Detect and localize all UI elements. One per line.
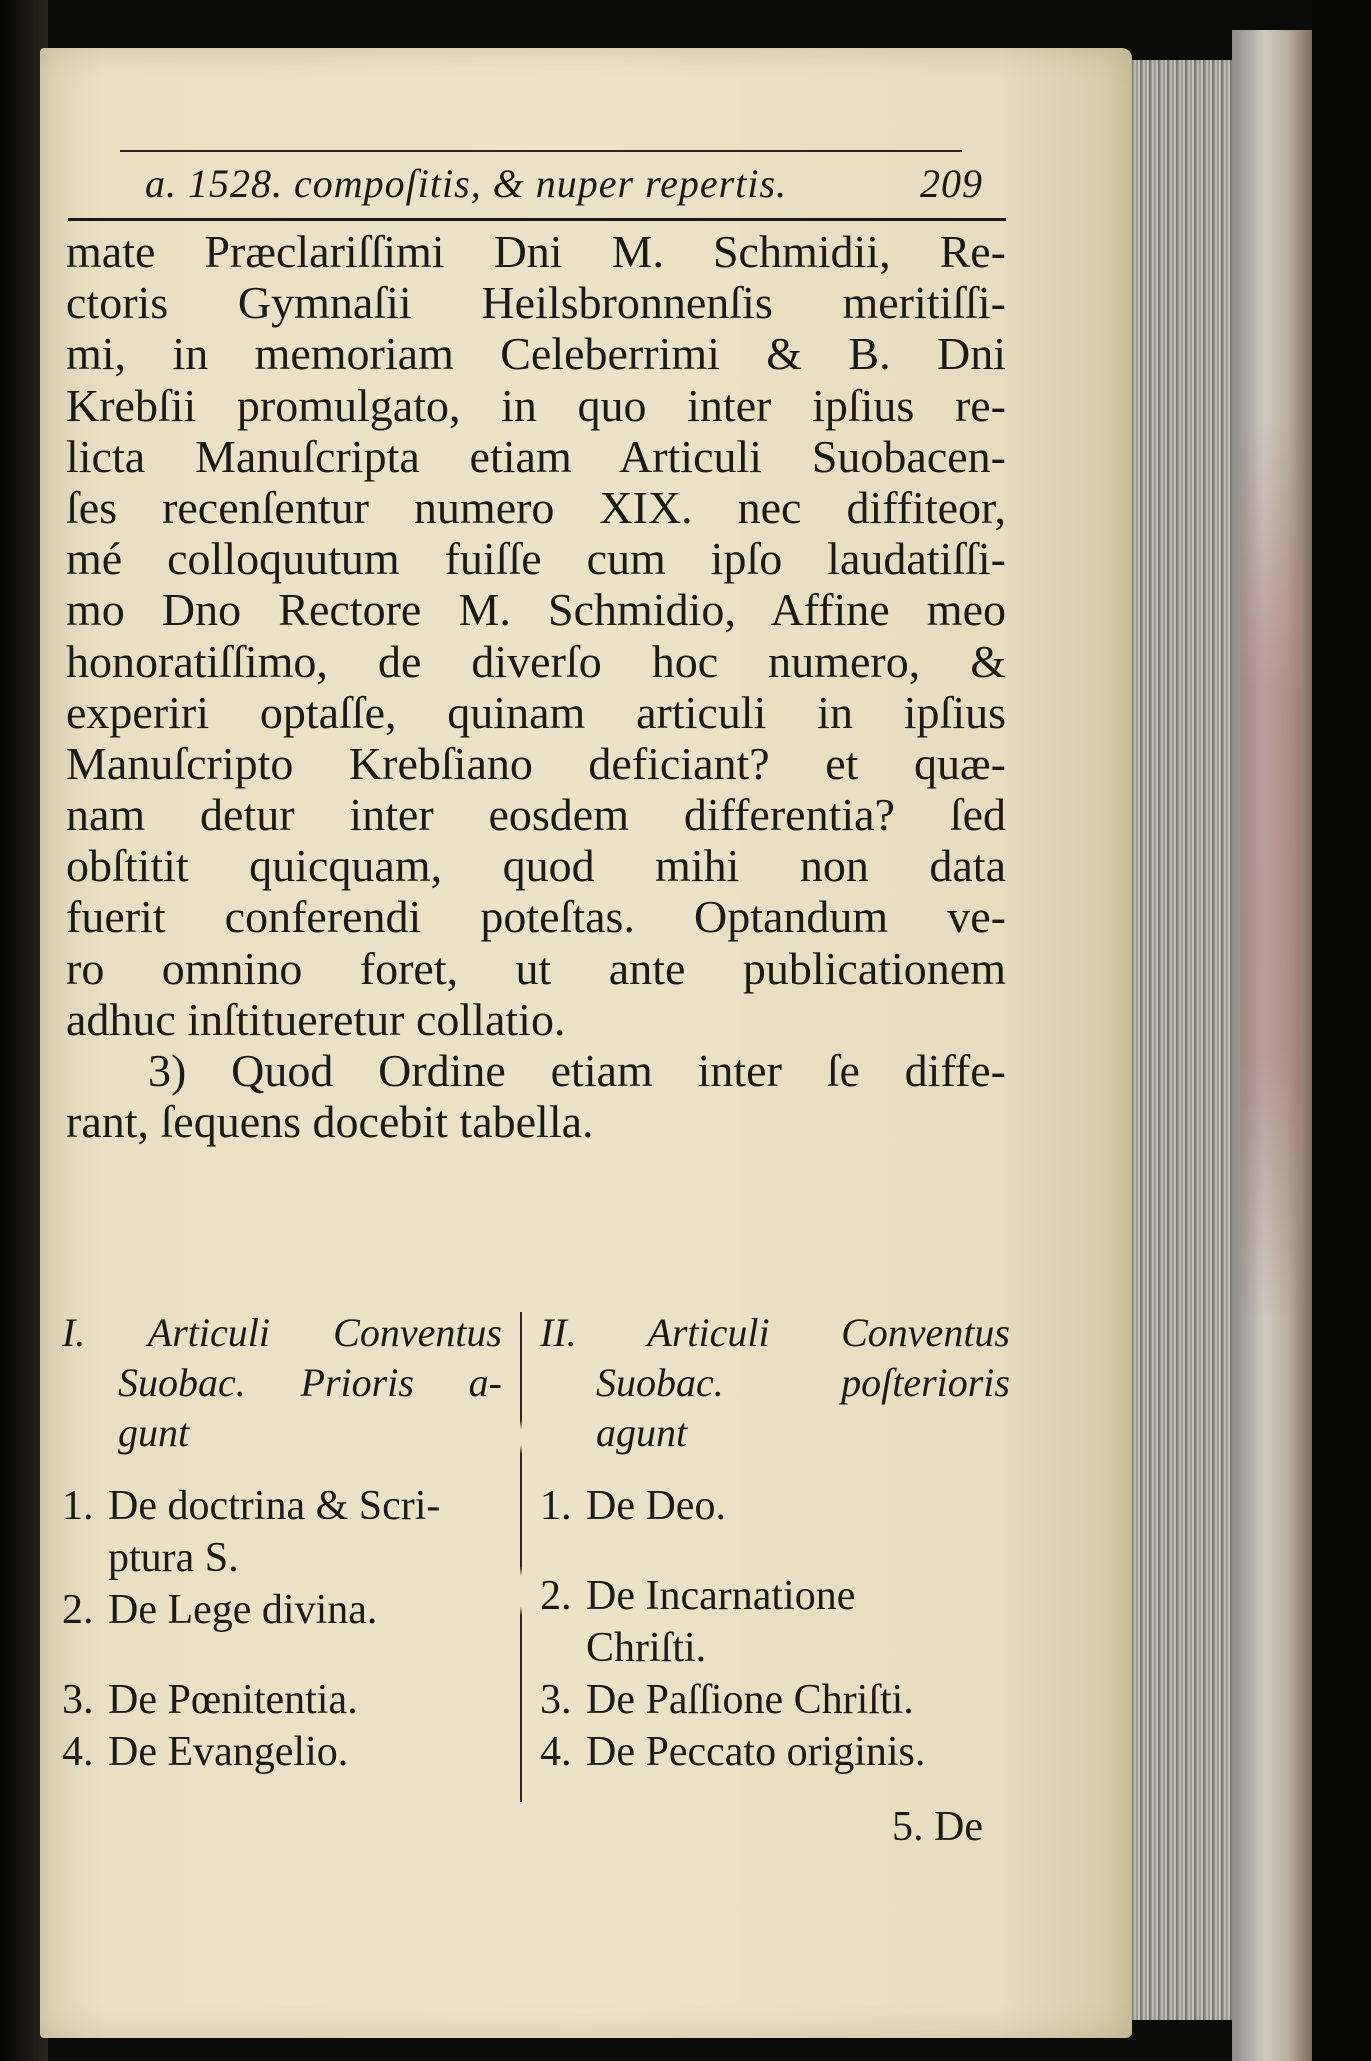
item-label: De Evangelio. [108, 1729, 349, 1775]
item-number: 3. [62, 1677, 94, 1723]
text-line: 3) Quod Ordine etiam inter ſe diffe- [148, 1045, 1006, 1096]
text-line: obſtitit quicquam, quod mihi non data [66, 840, 1006, 892]
item-number: 3. [540, 1677, 572, 1723]
scan-background-right [1312, 0, 1371, 2061]
text-line: licta Manuſcripta etiam Articuli Suobacen- [66, 430, 1006, 482]
body-text [66, 226, 1006, 1147]
item-label: ptura S. [108, 1535, 239, 1581]
column-heading [540, 1308, 1010, 1458]
head-rule [68, 218, 1006, 221]
spacer [62, 1636, 502, 1674]
table-column-left [62, 1308, 502, 1778]
item-label: De doctrina & Scri- [108, 1483, 441, 1529]
list-item [62, 1726, 502, 1778]
item-label: De Lege divina. [108, 1587, 378, 1633]
top-rule [120, 150, 962, 152]
list-item [540, 1480, 1010, 1532]
item-number: 1. [540, 1483, 572, 1529]
text-line: nam detur inter eosdem differentia? ſed [66, 789, 1006, 841]
column-heading-line: Suobac. Prioris a- [118, 1360, 502, 1405]
item-number: 4. [62, 1729, 94, 1775]
column-heading-line: II. Articuli Conventus [540, 1310, 1010, 1355]
list-item [540, 1674, 1010, 1726]
column-heading-line: I. Articuli Conventus [62, 1310, 502, 1355]
text-line: mo Dno Rectore M. Schmidio, Affine meo [66, 584, 1006, 636]
item-label: Chriſti. [586, 1625, 707, 1671]
item-label: De Pœnitentia. [108, 1677, 358, 1723]
column-divider [520, 1312, 522, 1802]
item-number: 2. [540, 1573, 572, 1619]
item-number: 2. [62, 1587, 94, 1633]
list-item [540, 1726, 1010, 1778]
edge-stain [1240, 420, 1300, 1320]
column-heading-line: gunt [118, 1410, 190, 1455]
text-line: Krebſii promulgato, in quo inter ipſius re- [66, 379, 1006, 431]
list-item [540, 1570, 1010, 1622]
text-line: fuerit conferendi poteſtas. Optandum ve- [66, 891, 1006, 943]
page-number: 209 [920, 161, 983, 206]
text-line: ro omnino foret, ut ante publicationem [66, 942, 1006, 994]
spacer [540, 1532, 1010, 1570]
list-item [62, 1480, 502, 1532]
text-line: adhuc inſtitueretur collatio. [66, 993, 566, 1045]
running-head [145, 160, 1005, 216]
column-heading-line: Suobac. poſterioris [596, 1360, 1010, 1405]
running-head-title: a. 1528. compoſitis, & nuper repertis. [145, 161, 788, 206]
item-number: 1. [62, 1483, 94, 1529]
item-label: De Peccato originis. [586, 1729, 926, 1775]
column-heading-line: agunt [596, 1410, 688, 1455]
catchword: 5. De [892, 1804, 983, 1850]
item-label: De Paſſione Chriſti. [586, 1677, 914, 1723]
page-edges [1132, 60, 1232, 2020]
item-number: 4. [540, 1729, 572, 1775]
list-item [62, 1532, 502, 1584]
text-line: ſes recenſentur numero XIX. nec diffiteor, [66, 481, 1006, 533]
text-line: rant, ſequens docebit tabella. [66, 1096, 594, 1148]
text-line: ctoris Gymnaſii Heilsbronnenſis meritiſſi- [66, 277, 1006, 329]
item-label: De Deo. [586, 1483, 726, 1529]
item-label: De Incarnatione [586, 1573, 856, 1619]
text-line: Manuſcripto Krebſiano deficiant? et quæ- [66, 737, 1006, 789]
column-heading [62, 1308, 502, 1458]
list-item [62, 1584, 502, 1636]
table-column-right [540, 1308, 1010, 1778]
text-line: honoratiſſimo, de diverſo hoc numero, & [66, 635, 1006, 687]
text-line: experiri optaſſe, quinam articuli in ipſius [66, 686, 1006, 738]
text-line: mi, in memoriam Celeberrimi & B. Dni [66, 328, 1006, 380]
text-line: mé colloquutum fuiſſe cum ipſo laudatiſſi- [66, 533, 1006, 585]
text-line: mate Præclariſſimi Dni M. Schmidii, Re- [66, 226, 1006, 277]
list-item [62, 1674, 502, 1726]
list-item [540, 1622, 1010, 1674]
